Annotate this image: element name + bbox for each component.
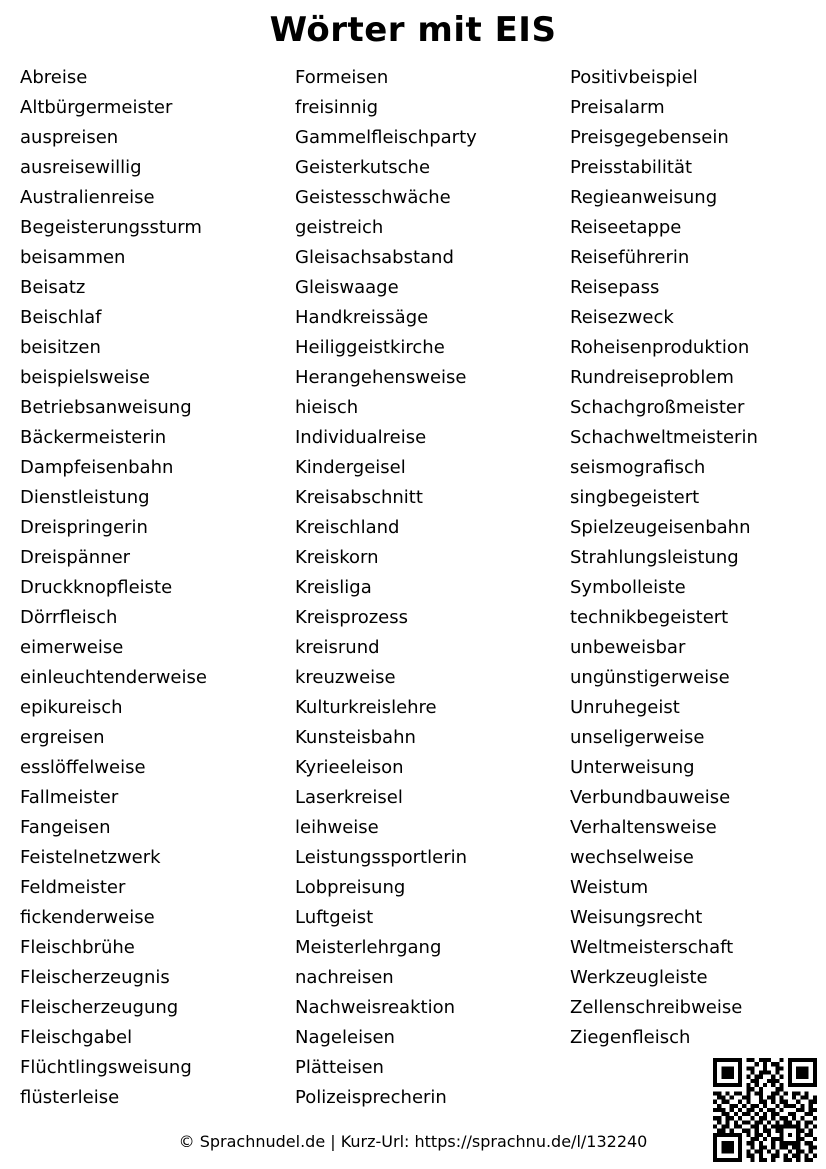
word-item: nachreisen [295,967,394,988]
word-item: auspreisen [20,127,119,148]
word-item: flüsterleise [20,1087,120,1108]
word-item: Preisstabilität [570,157,693,178]
word-item: Kulturkreislehre [295,697,437,718]
word-item: Betriebsanweisung [20,397,192,418]
word-item: beisitzen [20,337,101,358]
word-item: Fleischerzeugnis [20,967,170,988]
word-item: beispielsweise [20,367,151,388]
word-item: Kreischland [295,517,400,538]
word-item: kreisrund [295,637,380,658]
word-item: ergreisen [20,727,105,748]
word-item: Schachweltmeisterin [570,427,758,448]
word-item: Fangeisen [20,817,111,838]
word-item: leihweise [295,817,379,838]
word-item: Flüchtlingsweisung [20,1057,192,1078]
word-item: esslöffelweise [20,757,146,778]
word-item: Schachgroßmeister [570,397,745,418]
word-item: singbegeistert [570,487,700,508]
word-item: beisammen [20,247,126,268]
word-item: Meisterlehrgang [295,937,442,958]
word-item: technikbegeistert [570,607,729,628]
word-item: wechselweise [570,847,694,868]
word-item: Kindergeisel [295,457,406,478]
word-item: Plätteisen [295,1057,384,1078]
word-item: Leistungssportlerin [295,847,468,868]
word-item: Lobpreisung [295,877,406,898]
word-item: Australienreise [20,187,155,208]
word-item: einleuchtenderweise [20,667,207,688]
word-item: geistreich [295,217,384,238]
page-title: Wörter mit EIS [269,10,557,50]
word-item: Reiseetappe [570,217,682,238]
word-item: Fleischerzeugung [20,997,179,1018]
word-item: Handkreissäge [295,307,429,328]
word-item: Spielzeugeisenbahn [570,517,751,538]
word-item: Dampfeisenbahn [20,457,174,478]
word-item: kreuzweise [295,667,396,688]
word-item: Nachweisreaktion [295,997,455,1018]
copyright-text: © Sprachnudel.de | Kurz-Url: [178,1132,415,1151]
word-item: Druckknopfleiste [20,577,173,598]
word-item: hieisch [295,397,359,418]
word-item: Weisungsrecht [570,907,703,928]
word-item: Kreisprozess [295,607,408,628]
word-item: Regieanweisung [570,187,718,208]
word-item: Abreise [20,67,88,88]
word-item: Dreispringerin [20,517,148,538]
word-item: freisinnig [295,97,379,118]
word-item: unbeweisbar [570,637,686,658]
word-item: Weistum [570,877,649,898]
word-item: Fleischgabel [20,1027,133,1048]
word-item: Laserkreisel [295,787,403,808]
word-item: Unterweisung [570,757,695,778]
word-item: Geistesschwäche [295,187,451,208]
word-item: Unruhegeist [570,697,680,718]
page-footer [0,1131,826,1153]
word-item: Feldmeister [20,877,126,898]
word-item: Ziegenfleisch [570,1027,691,1048]
word-item: Gleisachsabstand [295,247,454,268]
word-item: Individualreise [295,427,427,448]
word-item: Geisterkutsche [295,157,431,178]
word-item: ungünstigerweise [570,667,730,688]
word-item: Verhaltensweise [570,817,717,838]
word-item: unseligerweise [570,727,705,748]
word-item: Symbolleiste [570,577,686,598]
word-item: Luftgeist [295,907,374,928]
word-item: Gammelfleischparty [295,127,477,148]
word-item: Kreisliga [295,577,372,598]
word-item: Gleiswaage [295,277,399,298]
word-item: Reisezweck [570,307,674,328]
word-item: Herangehensweise [295,367,467,388]
word-item: Kunsteisbahn [295,727,416,748]
word-item: Preisgegebensein [570,127,729,148]
word-item: Beisatz [20,277,86,298]
word-item: Rundreiseproblem [570,367,734,388]
short-url: https://sprachnu.de/l/132240 [414,1132,648,1151]
word-item: Begeisterungssturm [20,217,202,238]
word-item: Kyrieeleison [295,757,404,778]
word-item: Formeisen [295,67,389,88]
word-item: Nageleisen [295,1027,395,1048]
word-item: Bäckermeisterin [20,427,167,448]
word-item: Reiseführerin [570,247,690,268]
word-column-1 [20,63,207,1113]
word-item: Verbundbauweise [570,787,731,808]
word-item: Dörrfleisch [20,607,118,628]
word-item: Heiliggeistkirche [295,337,445,358]
word-item: Kreiskorn [295,547,379,568]
word-item: fickenderweise [20,907,155,928]
word-item: Weltmeisterschaft [570,937,734,958]
word-item: Roheisenproduktion [570,337,750,358]
word-item: ausreisewillig [20,157,142,178]
word-item: epikureisch [20,697,123,718]
word-item: Fleischbrühe [20,937,135,958]
word-item: Zellenschreibweise [570,997,743,1018]
word-item: Fallmeister [20,787,119,808]
word-item: Strahlungsleistung [570,547,739,568]
word-item: Feistelnetzwerk [20,847,161,868]
word-item: eimerweise [20,637,124,658]
word-item: Kreisabschnitt [295,487,423,508]
word-item: Werkzeugleiste [570,967,708,988]
word-column-3 [570,63,758,1053]
word-item: Altbürgermeister [20,97,173,118]
word-item: Reisepass [570,277,660,298]
word-item: Dienstleistung [20,487,150,508]
word-item: Beischlaf [20,307,102,328]
word-column-2 [295,63,477,1113]
word-item: seismografisch [570,457,706,478]
word-item: Positivbeispiel [570,67,698,88]
word-item: Preisalarm [570,97,665,118]
word-item: Polizeisprecherin [295,1087,447,1108]
word-item: Dreispänner [20,547,131,568]
